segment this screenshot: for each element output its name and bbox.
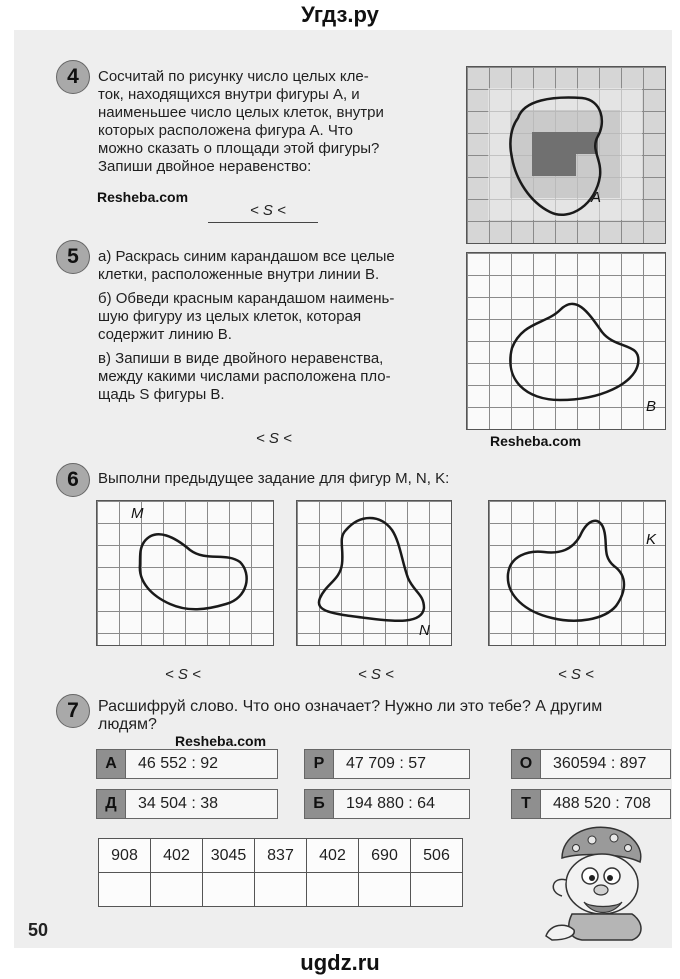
- site-footer: ugdz.ru: [300, 950, 380, 975]
- cipher-expression: 47 709 : 57: [346, 755, 427, 772]
- task-4-line: Сосчитай по рисунку число целых кле-: [98, 68, 369, 85]
- figure-n-label: N: [419, 622, 430, 639]
- answer-letter-cell[interactable]: [359, 873, 411, 907]
- figure-a-outline: [466, 66, 664, 242]
- task-7-line: Расшифруй слово. Что оно означает? Нужно ли это тебе? А другим: [98, 698, 603, 715]
- task-6-number: 6: [56, 463, 90, 497]
- task-6-text: Выполни предыдущее задание для фигур M, N, K:: [98, 470, 450, 487]
- answer-value: 908: [99, 839, 151, 873]
- answer-values-row: [99, 839, 463, 873]
- task-5-number: 5: [56, 240, 90, 274]
- answer-value: 837: [255, 839, 307, 873]
- figure-k-label: K: [646, 531, 657, 548]
- figure-b-label: B: [646, 398, 657, 415]
- watermark: Resheba.com: [175, 733, 267, 749]
- task-4-line: ток, находящихся внутри фигуры A, и: [98, 86, 360, 103]
- answer-letter-cell[interactable]: [307, 873, 359, 907]
- cipher-expression: 46 552 : 92: [138, 755, 219, 772]
- task-6-inequality-m: < S <: [165, 666, 201, 683]
- cipher-card: [96, 749, 278, 779]
- watermark: Resheba.com: [490, 433, 582, 449]
- cipher-letter: Б: [305, 790, 334, 818]
- watermark: Resheba.com: [97, 189, 189, 205]
- figure-k-outline: [488, 500, 664, 644]
- cipher-letter: Р: [305, 750, 334, 778]
- cipher-letter: А: [97, 750, 126, 778]
- task-4-line: наименьшее число целых клеток, внутри: [98, 104, 384, 121]
- cipher-letter: Т: [512, 790, 541, 818]
- task-4-inequality: < S <: [250, 202, 286, 219]
- cipher-expression: 194 880 : 64: [346, 795, 435, 812]
- cipher-card: [304, 789, 470, 819]
- answer-letter-cell[interactable]: [99, 873, 151, 907]
- answer-line: [208, 222, 318, 223]
- answer-table: [98, 838, 463, 907]
- task-6-inequality-n: < S <: [358, 666, 394, 683]
- task-5-line: щадь S фигуры B.: [98, 386, 225, 403]
- figure-m-label: M: [131, 505, 144, 522]
- answer-value: 690: [359, 839, 411, 873]
- task-7-number: 7: [56, 694, 90, 728]
- cipher-card: [511, 789, 671, 819]
- answer-value: 402: [151, 839, 203, 873]
- cipher-letter: Д: [97, 790, 126, 818]
- cipher-expression: 488 520 : 708: [553, 795, 651, 812]
- task-5-line: клетки, расположенные внутри линии B.: [98, 266, 380, 283]
- cipher-expression: 360594 : 897: [553, 755, 647, 772]
- answer-value: 506: [411, 839, 463, 873]
- task-4-line: которых расположена фигура A. Что: [98, 122, 353, 139]
- answer-value: 3045: [203, 839, 255, 873]
- answer-letter-cell[interactable]: [255, 873, 307, 907]
- cipher-expression: 34 504 : 38: [138, 795, 219, 812]
- task-5-line: шую фигуру из целых клеток, которая: [98, 308, 362, 325]
- answer-letters-row: [99, 873, 463, 907]
- task-5-inequality: < S <: [256, 430, 292, 447]
- figure-b-outline: [466, 252, 664, 428]
- task-4-number: 4: [56, 60, 90, 94]
- task-7-line: людям?: [98, 716, 157, 733]
- page-number: 50: [28, 920, 49, 940]
- task-4-line: Запиши двойное неравенство:: [98, 158, 312, 175]
- task-6-inequality-k: < S <: [558, 666, 594, 683]
- cipher-card: [304, 749, 470, 779]
- cipher-card: [511, 749, 671, 779]
- cipher-letter: О: [512, 750, 541, 778]
- task-4-line: можно сказать о площади этой фигуры?: [98, 140, 380, 157]
- figure-a-label: A: [591, 189, 602, 206]
- task-5-line: содержит линию B.: [98, 326, 232, 343]
- answer-letter-cell[interactable]: [411, 873, 463, 907]
- figure-m-outline: [96, 500, 272, 644]
- answer-letter-cell[interactable]: [151, 873, 203, 907]
- task-5-line: в) Запиши в виде двойного неравенства,: [98, 350, 384, 367]
- task-5-line: б) Обведи красным карандашом наимень-: [98, 290, 395, 307]
- answer-value: 402: [307, 839, 359, 873]
- task-5-line: а) Раскрась синим карандашом все целые: [98, 248, 395, 265]
- answer-letter-cell[interactable]: [203, 873, 255, 907]
- cartoon-boy-illustration: [522, 818, 672, 942]
- task-5-line: между какими числами расположена пло-: [98, 368, 391, 385]
- site-header: Угдз.ру: [301, 2, 379, 27]
- cipher-card: [96, 789, 278, 819]
